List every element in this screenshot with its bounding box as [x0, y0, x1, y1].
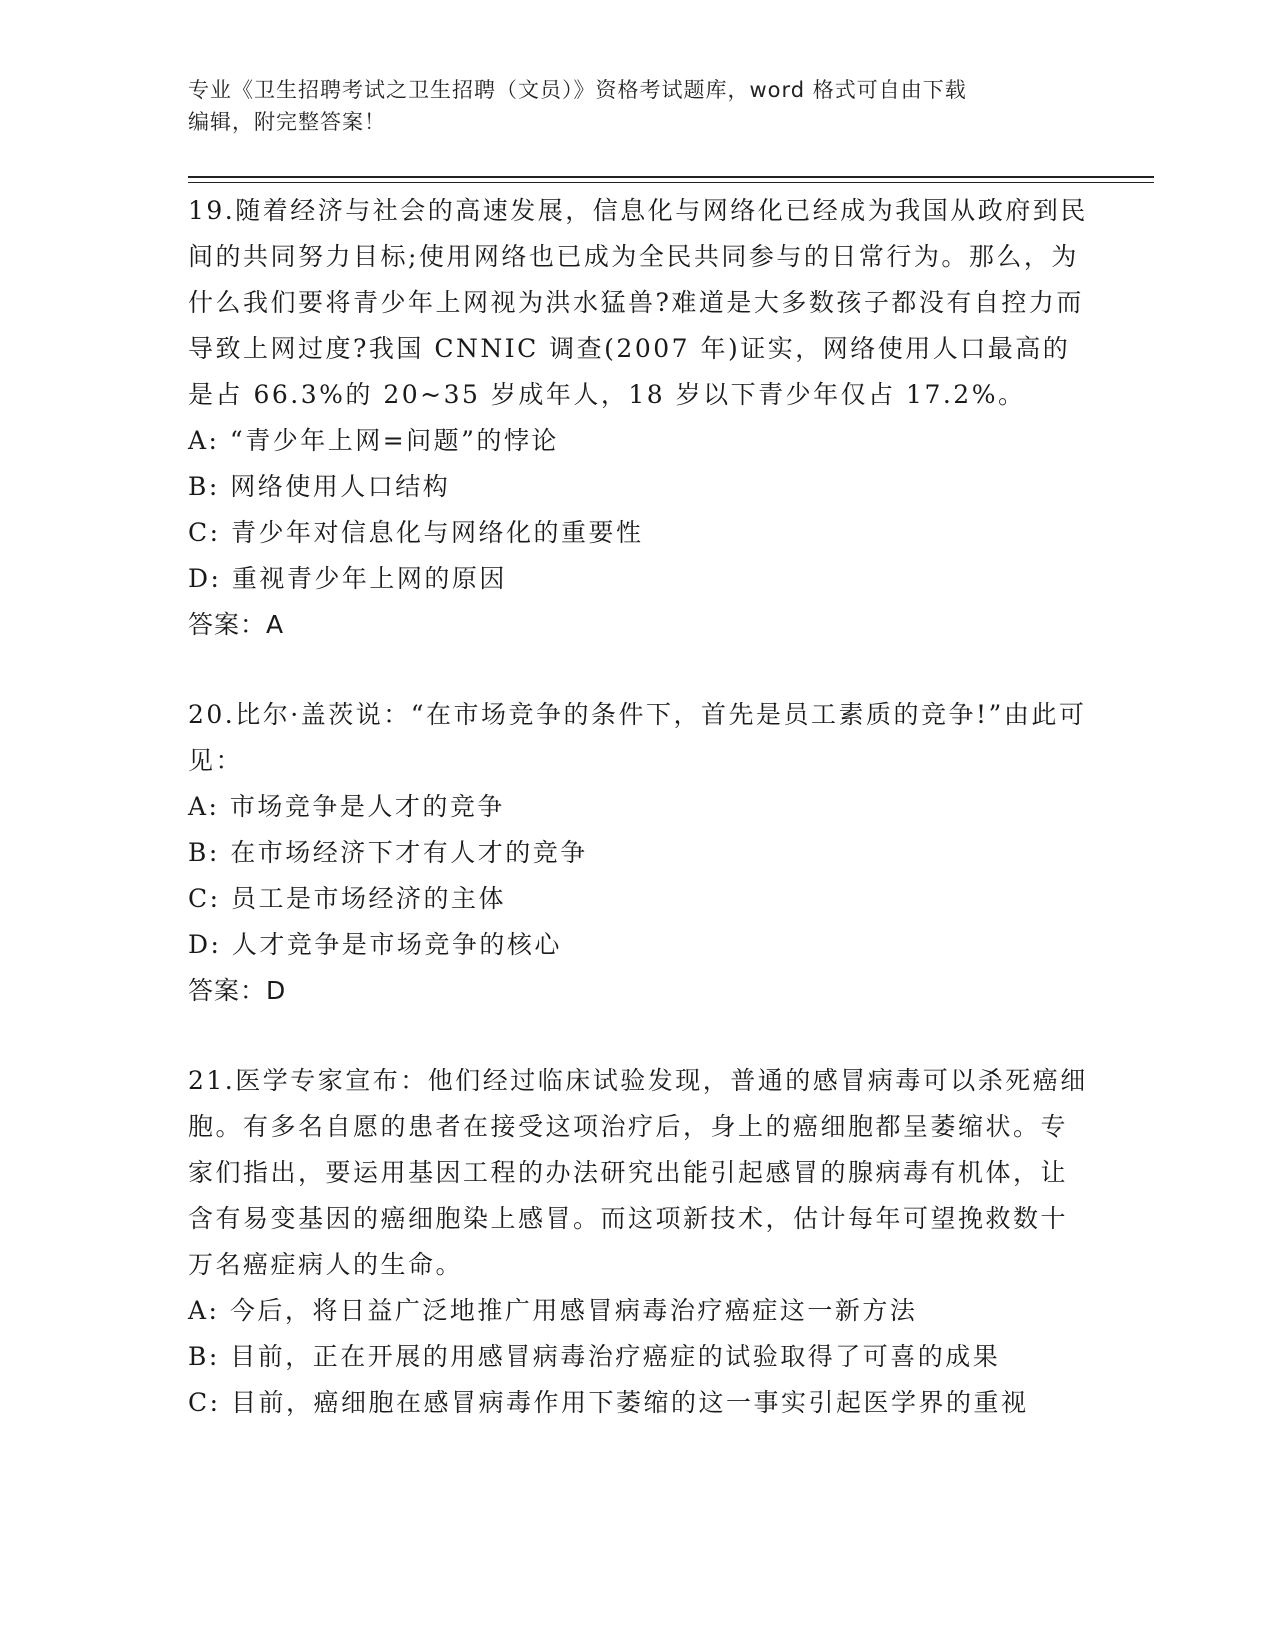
option-b: B: 目前，正在开展的用感冒病毒治疗癌症的试验取得了可喜的成果 [188, 1342, 1001, 1371]
option-b: B: 网络使用人口结构 [188, 472, 451, 501]
option-a: A: 今后，将日益广泛地推广用感冒病毒治疗癌症这一新方法 [188, 1296, 918, 1325]
option-a: A: 市场竞争是人才的竞争 [188, 792, 505, 821]
question-21 [188, 1058, 1088, 1426]
header-divider-thick [188, 176, 1154, 178]
option-c: C: 目前，癌细胞在感冒病毒作用下萎缩的这一事实引起医学界的重视 [188, 1388, 1029, 1417]
option-c: C: 青少年对信息化与网络化的重要性 [188, 518, 644, 547]
question-19 [188, 188, 1088, 648]
header-line-2: 编辑，附完整答案！ [188, 110, 386, 134]
question-list [188, 188, 1088, 1470]
option-b: B: 在市场经济下才有人才的竞争 [188, 838, 588, 867]
option-d: D: 重视青少年上网的原因 [188, 564, 507, 593]
option-d: D: 人才竞争是市场竞争的核心 [188, 930, 562, 959]
page-header [188, 74, 1088, 138]
question-stem: 19.随着经济与社会的高速发展，信息化与网络化已经成为我国从政府到民间的共同努力目标;使用网络也已成为全民共同参与的日常行为。那么，为什么我们要将青少年上网视为洪水猛兽?难道是大多数孩子都没有自控力而导致上网过度?我国 CNNIC 调查(2007 年)证实，网络使用人口最高的是占 66.3%的 20~35 岁成年人，18 岁以下青少年仅占 17.2%。 [188, 196, 1088, 409]
answer-label: 答案：A [188, 610, 285, 639]
header-line-1: 专业《卫生招聘考试之卫生招聘（文员）》资格考试题库，word 格式可自由下载 [188, 78, 967, 102]
header-divider-thin [188, 182, 1154, 183]
answer-label: 答案：D [188, 976, 287, 1005]
question-stem: 20.比尔·盖茨说：“在市场竞争的条件下，首先是员工素质的竞争!”由此可见： [188, 700, 1087, 775]
question-20 [188, 692, 1088, 1014]
option-a: A: “青少年上网=问题”的悖论 [188, 426, 559, 455]
option-c: C: 员工是市场经济的主体 [188, 884, 506, 913]
question-stem: 21.医学专家宣布：他们经过临床试验发现，普通的感冒病毒可以杀死癌细胞。有多名自愿的患者在接受这项治疗后，身上的癌细胞都呈萎缩状。专家们指出，要运用基因工程的办法研究出能引起感冒的腺病毒有机体，让含有易变基因的癌细胞染上感冒。而这项新技术，估计每年可望挽救数十万名癌症病人的生命。 [188, 1066, 1088, 1279]
